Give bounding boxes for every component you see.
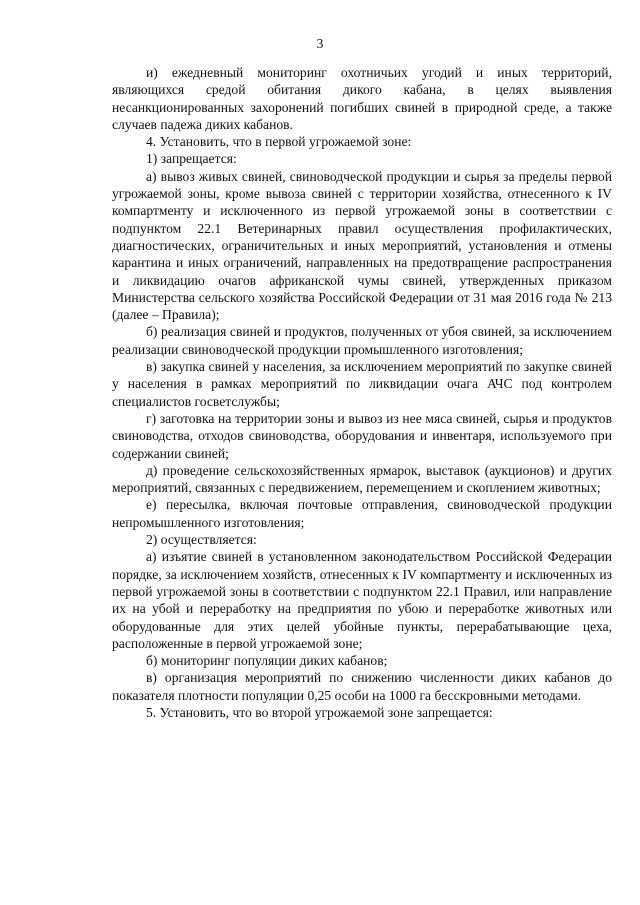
paragraph-item-v-population: в) организация мероприятий по снижению численности диких кабанов до показателя плотности популяции 0,25 особи на 1000 га бесскровными методами. xyxy=(112,670,612,703)
paragraph-prohibited-heading: 1) запрещается: xyxy=(146,151,237,167)
page-number: 3 xyxy=(316,36,324,51)
paragraph-section-5: 5. Установить, что во второй угрожаемой зоне запрещается: xyxy=(146,704,493,720)
paragraph-item-a-export: а) вывоз живых свиней, свиноводческой продукции и сырья за пределы первой угрожаемой зоны, кроме вывоза свиней с территории хозяйства, отнесенного к IV компартменту и исключенного из первой угрожаемой зоны в соответствии с подпунктом 22.1 Ветеринарных правил осуществления профилактических, диагностических, ограничительных и иных мероприятий, установления и отмены карантина и иных ограничений, направленных на предотвращение распространения и ликвидацию очагов африканской чумы свиней, утвержденных приказом Министерства сельского хозяйства Российской Федерации от 31 мая 2016 года № 213 (далее – Правила); xyxy=(112,168,612,323)
paragraph-item-i: и) ежедневный мониторинг охотничьих угодий и иных территорий, являющихся средой обитания дикого кабана, в целях выявления несанкционированных захоронений погибших свиней в природной среде, а также случаев падежа диких кабанов. xyxy=(112,65,612,132)
paragraph-item-b-monitoring: б) мониторинг популяции диких кабанов; xyxy=(146,653,388,669)
paragraph-item-v-purchase: в) закупка свиней у населения, за исключением мероприятий по закупке свиней у населения в рамках мероприятий по ликвидации очага АЧС под контролем специалистов госветслужбы; xyxy=(112,359,612,409)
paragraph-carried-out-heading: 2) осуществляется: xyxy=(146,532,257,548)
paragraph-item-d-fairs: д) проведение сельскохозяйственных ярмарок, выставок (аукционов) и других мероприятий, связанных с передвижением, перемещением и скоплением животных; xyxy=(112,462,612,496)
paragraph-section-4: 4. Установить, что в первой угрожаемой зоне: xyxy=(146,134,412,150)
paragraph-item-e-mailing: е) пересылка, включая почтовые отправления, свиноводческой продукции непромышленного изготовления; xyxy=(112,497,612,530)
paragraph-item-a-seizure: а) изъятие свиней в установленном законодательством Российской Федерации порядке, за исключением хозяйств, отнесенных к IV компартменту и исключенных из первой угрожаемой зоны в соответствии с подпунктом 22.1 Правил, или направление их на убой и переработку на предприятия по убою и переработке животных или оборудованные для этих целей убойные пункты, перерабатывающие цеха, расположенные в первой угрожаемой зоне; xyxy=(112,549,612,651)
paragraph-item-b-sale: б) реализация свиней и продуктов, полученных от убоя свиней, за исключением реализации свиноводческой продукции промышленного изготовления; xyxy=(112,324,612,357)
paragraph-item-g-procurement: г) заготовка на территории зоны и вывоз из нее мяса свиней, сырья и продуктов свиноводства, отходов свиноводства, оборудования и инвентаря, используемого при содержании свиней; xyxy=(112,410,612,461)
document-body xyxy=(112,64,612,721)
